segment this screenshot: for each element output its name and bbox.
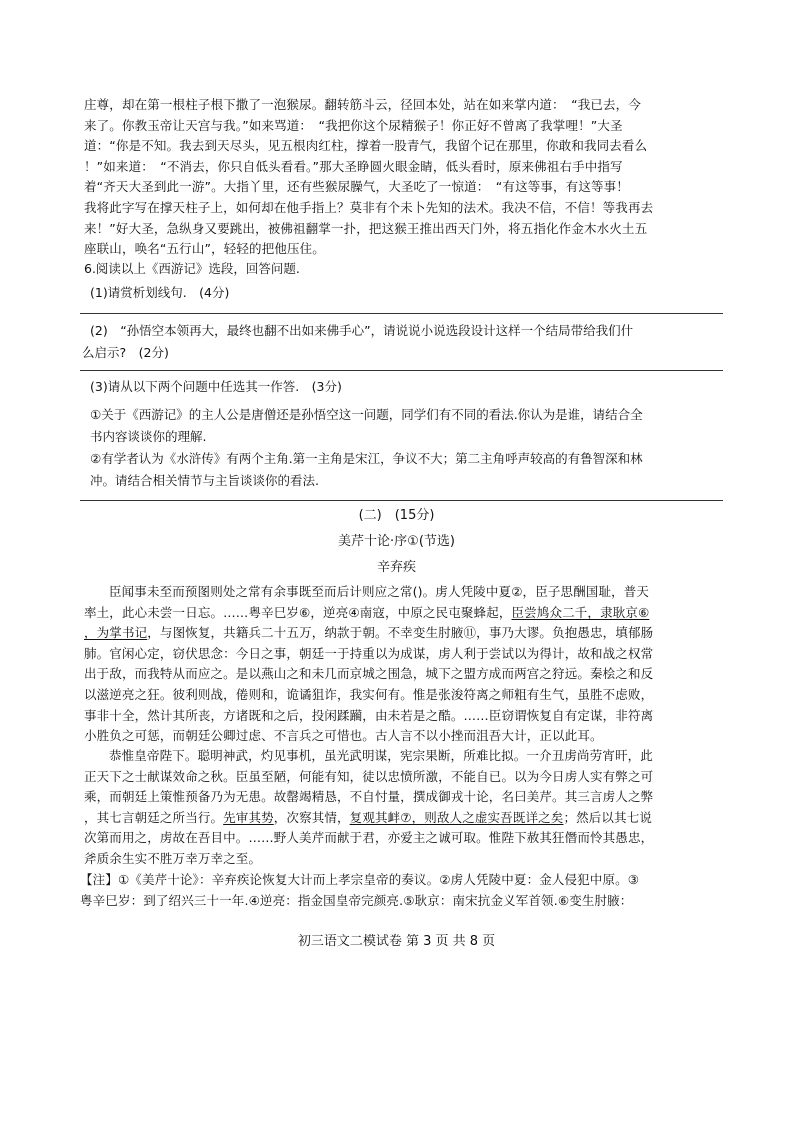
paragraph-line: 小胜负之可惩，而朝廷公卿过虑、不言兵之可惜也。古人言不以小挫而沮吾大计，正以此耳。	[84, 728, 603, 744]
paragraph-line: 斧质余生实不胜万幸万幸之至。	[84, 850, 262, 866]
passage-line: 着“齐天大圣到此一游”。大指丫里，还有些猴尿臊气，大圣吃了一惊道： “有这等事，有这等事！	[84, 179, 629, 195]
option-line: 冲。请结合相关情节与主旨谈谈你的看法.	[90, 473, 319, 488]
question-6-3: (3)请从以下两个问题中任选其一作答. (3分)	[90, 379, 342, 394]
classical-paragraph-2	[84, 746, 714, 870]
question-6-3-option-1	[90, 404, 715, 448]
text-segment: ，次察其情，	[273, 809, 350, 825]
underlined-sentence: 先审其势	[223, 809, 274, 825]
paragraph-line: 以滋逆亮之狂。彼利则战，倦则和，诡谲狙诈，我实何有。惟是张浚符离之师粗有生气，虽胜不虑败，	[84, 686, 654, 702]
answer-line	[80, 370, 723, 371]
answer-line	[80, 500, 723, 501]
passage-line: 来了。你教玉帝让天宫与我。”如来骂道： “我把你这个尿精猴子！你正好不曾离了我掌哩！”大圣	[84, 117, 623, 133]
question-6-stem: 6.阅读以上《西游记》选段，回答问题.	[84, 261, 300, 276]
underlined-sentence: ，为掌书记	[84, 625, 148, 641]
paragraph-line: 肺。官闲心定，窃伏思念：今日之事，朝廷一于持重以为成谋，虏人利于尝试以为得计，故和战之权常	[84, 645, 654, 661]
passage-line: ！”如来道： “不消去，你只自低头看看。”那大圣睁圆火眼金睛，低头看时，原来佛祖右手中指写	[84, 158, 623, 174]
classical-paragraph-1	[84, 582, 714, 747]
underlined-sentence: 复观其衅⑦，则敌人之虚实吾既详之矣	[349, 809, 564, 825]
paragraph-line: 臣闻事未至而预图则处之常有余事既至而后计则应之常()。虏人凭陵中夏②，臣子思酬国耻，普天	[109, 584, 650, 599]
passage-line: 道：“你是不知。我去到天尽头，见五根肉红柱，撑着一股青气，我留个记在那里，你敢和我同去看么	[84, 138, 648, 154]
passage-xiyouji	[84, 95, 714, 260]
footnote-line: 粤辛巳岁：到了绍兴三十一年.④逆亮：指金国皇帝完颜亮.⑤耿京：南宋抗金义军首领.⑥变生肘腋：	[80, 892, 633, 908]
underlined-sentence: 臣尝鸠众二千，隶耿京⑥	[511, 604, 650, 620]
text-segment: ；然后以其七说	[563, 809, 652, 825]
paragraph-line	[84, 808, 714, 829]
passage-line: 我将此字写在撑天柱子上，如何却在他手指上？莫非有个未卜先知的法术。我决不信，不信！等我再去	[84, 199, 654, 215]
answer-line	[80, 313, 723, 314]
option-line: 书内容谈谈你的理解.	[90, 429, 207, 444]
question-6-2-line: (2) “孙悟空本领再大，最终也翻不出如来佛手心”，请说说小说选段设计这样一个结局带给我们什	[90, 323, 634, 338]
passage-line: 庄尊，却在第一根柱子根下撒了一泡猴尿。翻转筋斗云，径回本处，站在如来掌内道： “我已去，今	[84, 97, 641, 112]
question-6-1: (1)请赏析划线句. (4分)	[90, 285, 230, 300]
paragraph-line: 乘，而朝廷上策惟预备乃为无患。故罄竭精恳，不自忖量，撰成御戎十论，名曰美芹。其三言虏人之弊	[84, 789, 654, 805]
paragraph-line	[84, 603, 714, 624]
option-line: ①关于《西游记》的主人公是唐僧还是孙悟空这一问题，同学们有不同的看法.你认为是谁，请结合全	[90, 407, 643, 422]
section-heading: (二) (15分)	[358, 508, 435, 523]
page-footer: 初三语文二模试卷 第 3 页 共 8 页	[297, 934, 496, 949]
passage-author: 辛弃疾	[376, 560, 416, 575]
text-segment: 率土，此心未尝一日忘。……粤辛巳岁⑥，逆亮④南寇，中原之民屯聚蜂起，	[84, 604, 512, 620]
paragraph-line: 事非十全，然计其所丧，方诸既和之后，投闲蹂躏，由未若是之酷。……臣窃谓恢复自有定谋，非符离	[84, 707, 654, 723]
option-line: ②有学者认为《水浒传》有两个主角.第一主角是宋江，争议不大；第二主角呼声较高的有鲁智深和林	[90, 451, 643, 466]
text-segment: ，与图恢复，共籍兵二十五万，纳款于朝。不幸变生肘腋⑪，事乃大谬。负抱愚忠，填郁肠	[147, 625, 654, 641]
footnote-line: 【注】①《美芹十论》：辛弃疾论恢复大计而上孝宗皇帝的奏议。②虏人凭陵中夏：金人侵犯中原。③	[80, 872, 640, 887]
passage-title: 美芹十论·序①(节选)	[338, 534, 455, 549]
footnotes	[80, 870, 720, 911]
text-segment: ，其七言朝廷之所当行。	[84, 809, 224, 825]
question-6-2-line: 么启示? (2分)	[82, 345, 169, 360]
paragraph-line: 正天下之士献谋效命之秋。臣虽至陋，何能有知，徒以忠愤所激，不能自已。以为今日虏人实有弊之可	[84, 768, 654, 784]
paragraph-line: 次第而用之，虏故在吾目中。……野人美芹而献于君，亦爱主之诚可取。惟陛下赦其狂僭而怜其愚忠，	[84, 830, 654, 846]
paragraph-line: 出于敌，而我特从而应之。是以燕山之和未几而京城之围急，城下之盟方成而两宫之狩远。秦桧之和反	[84, 666, 654, 682]
paragraph-line: 恭惟皇帝陛下。聪明神武，灼见事机，虽光武明谋，宪宗果断，所难比拟。一介丑虏尚劳宵旰，此	[109, 748, 653, 763]
passage-line: 座联山，唤名“五行山”，轻轻的把他压住。	[84, 241, 325, 257]
question-6-3-option-2	[90, 448, 715, 492]
question-6-2	[82, 320, 715, 364]
paragraph-line	[84, 623, 714, 644]
passage-line: 来！”好大圣，急纵身又要跳出，被佛祖翻掌一扑，把这猴王推出西天门外，将五指化作金木水火土五	[84, 220, 648, 236]
